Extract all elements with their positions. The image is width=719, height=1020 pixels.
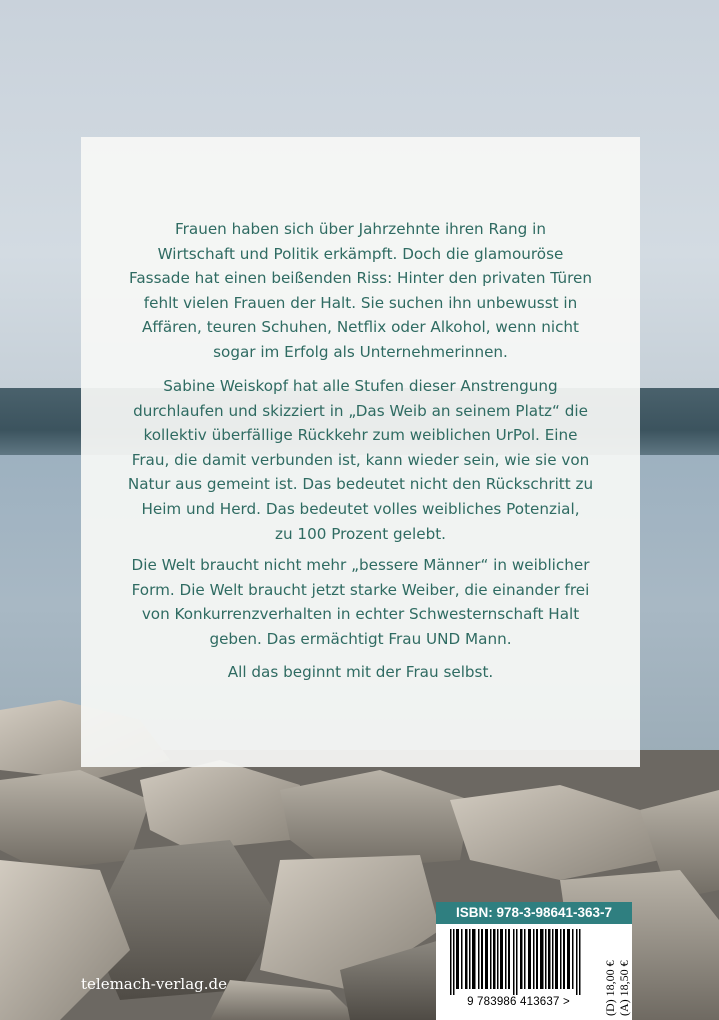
- blurb-paragraph-3: Die Welt braucht nicht mehr „bessere Männer“ in weiblicher Form. Die Welt braucht jetzt starke Weiber, die einander frei von Konkurrenzverhalten in echter Schwesternschaft Halt geben. Das ermächtigt Frau UND Mann.: [131, 556, 590, 648]
- isbn-block: [436, 902, 632, 1020]
- blurb-paragraph-1: Frauen haben sich über Jahrzehnte ihren Rang in Wirtschaft und Politik erkämpft. Doch die glamouröse Fassade hat einen beißenden Riss: Hinter den privaten Türen fehlt vielen Frauen der Halt. Sie suchen ihn unbewusst in Affären, teuren Schuhen, Netflix oder Alkohol, wenn nicht sogar im Erfolg als Unternehmerinnen.: [129, 220, 592, 361]
- isbn-label: ISBN: 978-3-98641-363-7: [436, 902, 632, 924]
- barcode-icon: [444, 929, 596, 995]
- price-austria: (A) 18,50 €: [617, 960, 631, 1016]
- blurb-paragraph-4: All das beginnt mit der Frau selbst.: [227, 663, 494, 681]
- publisher-url: telemach-verlag.de: [81, 975, 227, 993]
- barcode-digits: 9 783986 413637 >: [467, 996, 570, 1008]
- blurb-paragraph-2: Sabine Weiskopf hat alle Stufen dieser Anstrengung durchlaufen und skizziert in „Das Weib an seinem Platz“ die kollektiv überfällige Rückkehr zum weiblichen UrPol. Eine Frau, die damit verbunden ist, kann wieder sein, wie sie von Natur aus gemeint ist. Das bedeutet nicht den Rückschritt zu Heim und Herd. Das bedeutet volles weibliches Potenzial, zu 100 Prozent gelebt.: [127, 377, 594, 543]
- barcode-area: [436, 924, 632, 1020]
- price-germany: (D) 18,00 €: [603, 960, 617, 1016]
